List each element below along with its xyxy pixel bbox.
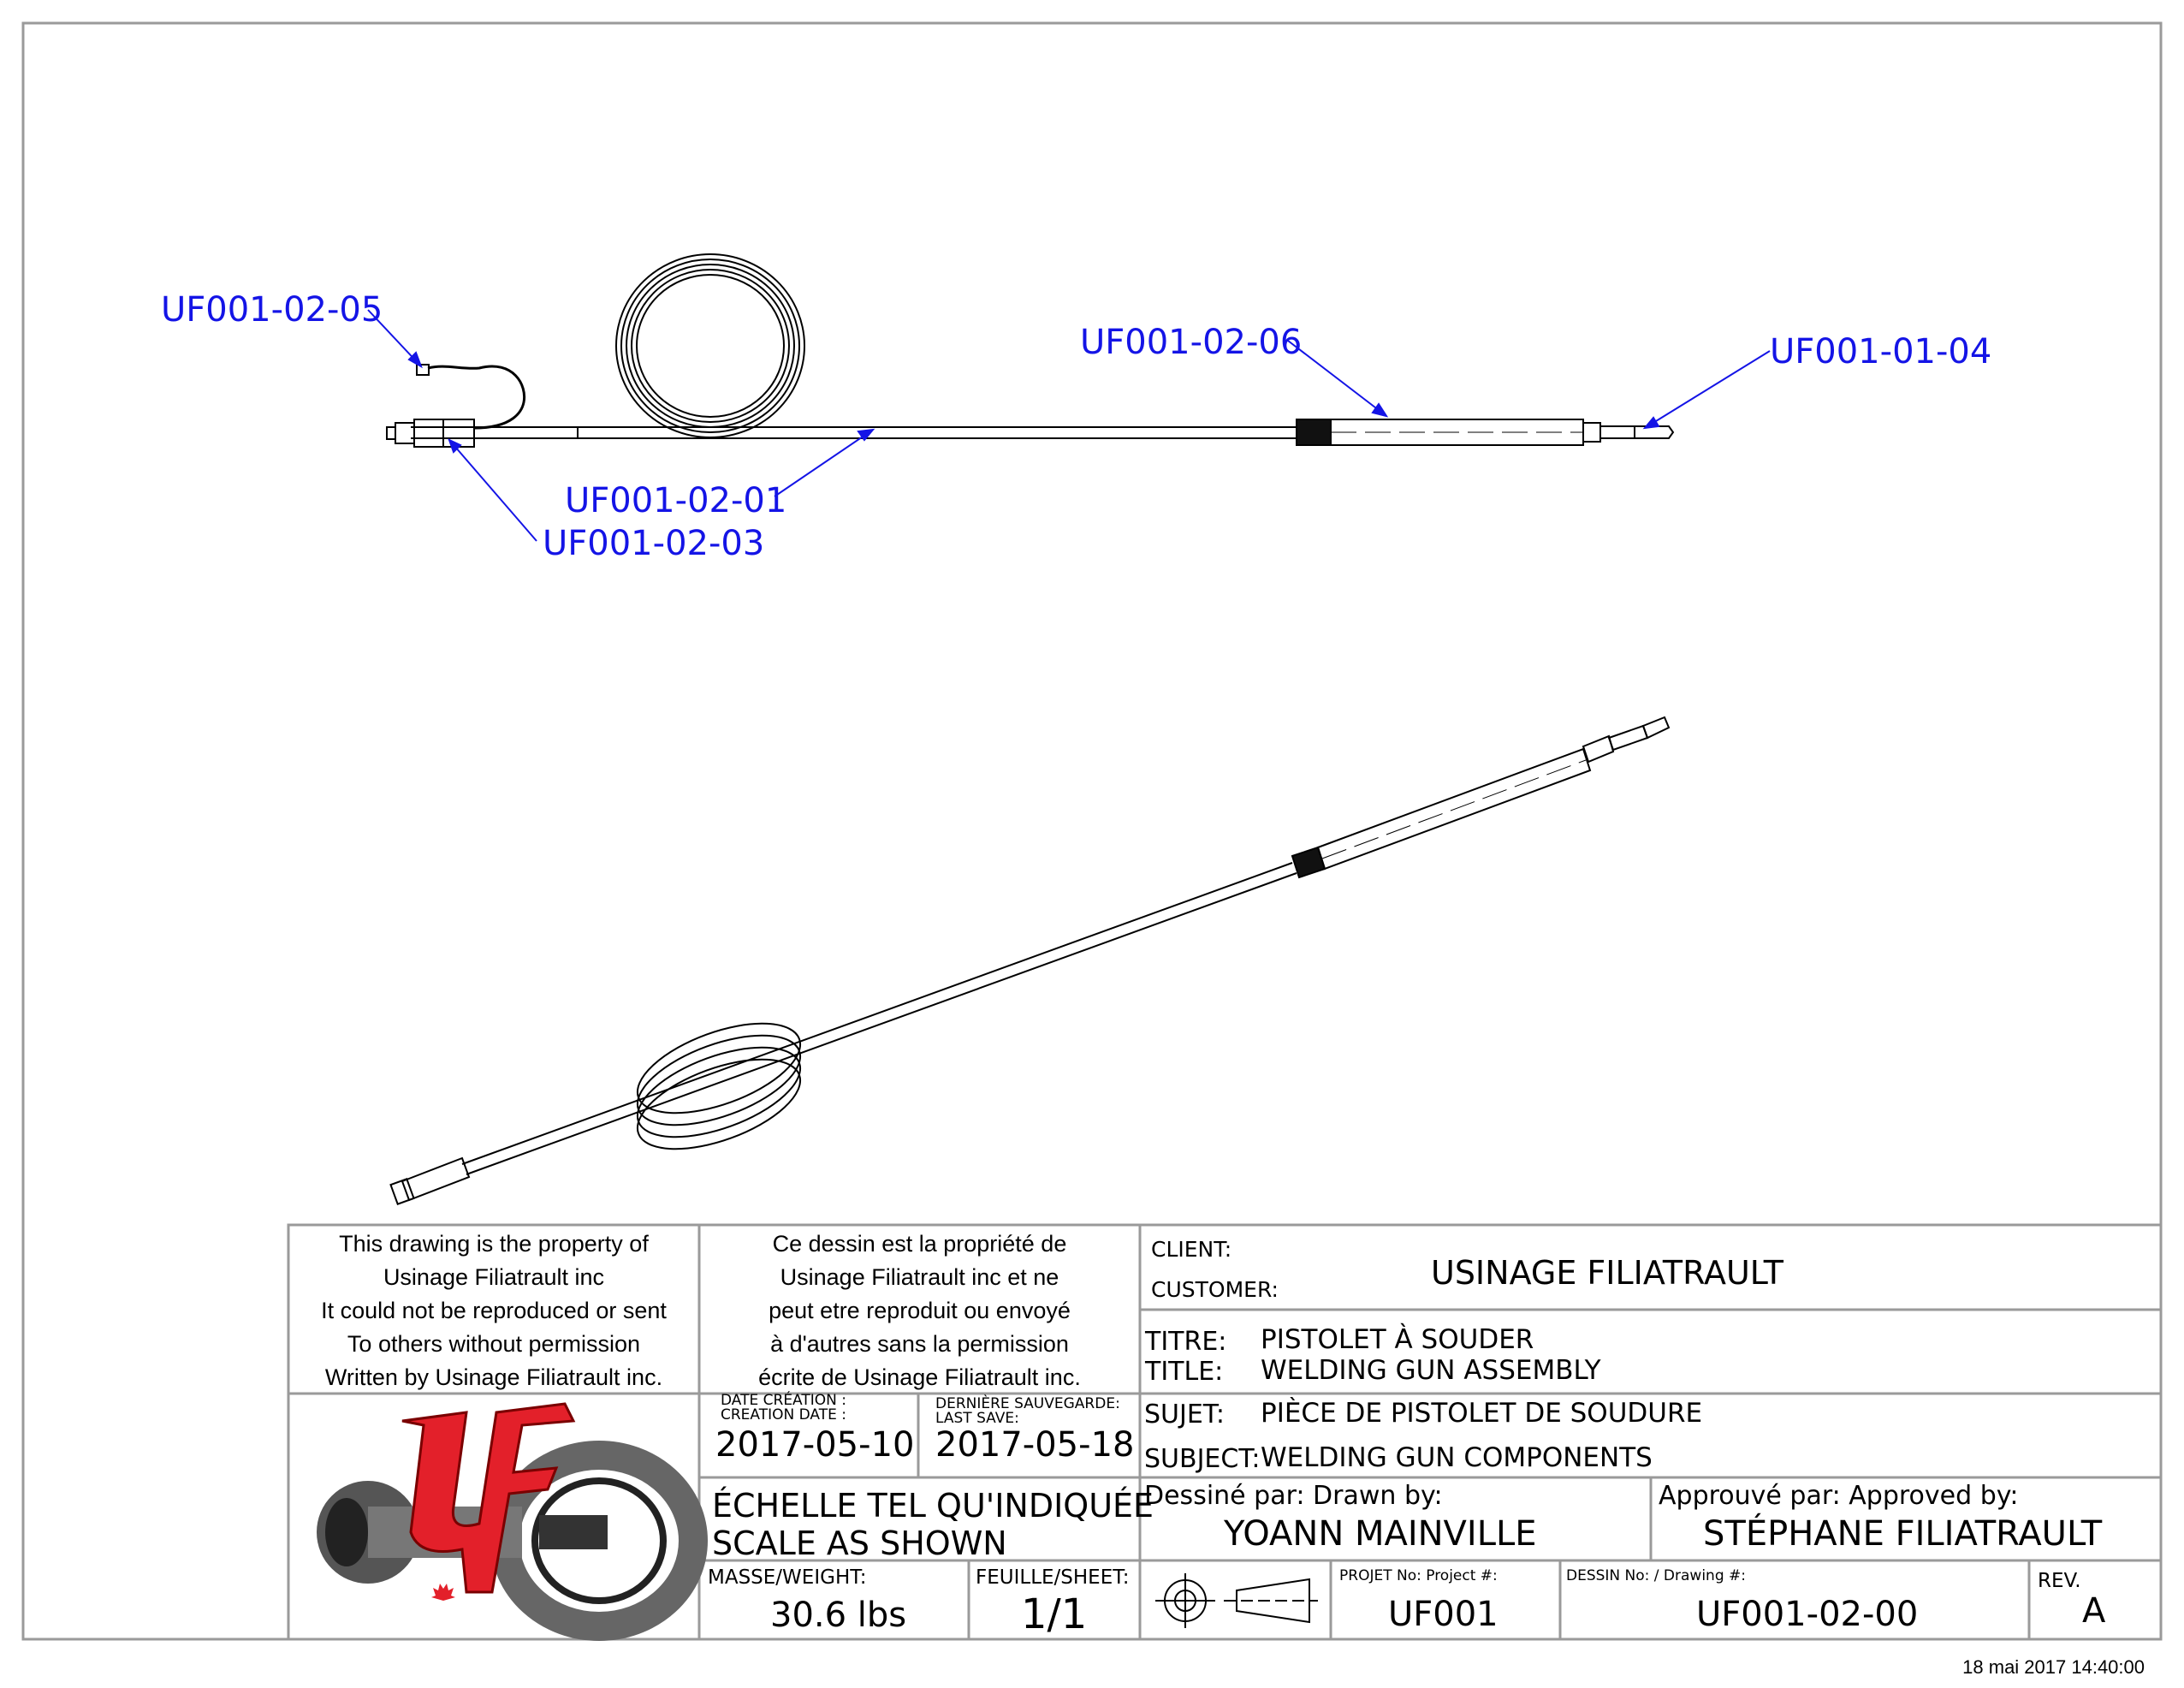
last-save-label-fr: DERNIÈRE SAUVEGARDE: bbox=[935, 1395, 1120, 1412]
notice-en-line: It could not be reproduced or sent bbox=[321, 1298, 667, 1323]
scale-en: SCALE AS SHOWN bbox=[712, 1525, 1007, 1562]
notice-en-line: To others without permission bbox=[347, 1331, 641, 1357]
creation-date: 2017-05-10 bbox=[715, 1425, 915, 1465]
projection-symbol bbox=[1155, 1573, 1318, 1628]
client-value: USINAGE FILIATRAULT bbox=[1431, 1254, 1783, 1292]
notice-en-line: This drawing is the property of bbox=[339, 1231, 649, 1257]
notice-fr-line: à d'autres sans la permission bbox=[770, 1331, 1069, 1357]
notice-en-line: Usinage Filiatrault inc bbox=[383, 1264, 605, 1290]
notice-french bbox=[699, 1227, 1140, 1394]
notice-fr-line: Ce dessin est la propriété de bbox=[772, 1231, 1067, 1257]
rev-label: REV. bbox=[2038, 1570, 2081, 1592]
scale-fr: ÉCHELLE TEL QU'INDIQUÉE bbox=[712, 1487, 1154, 1525]
creation-label-fr: DATE CRÉATION : bbox=[721, 1392, 846, 1409]
mass-label: MASSE/WEIGHT: bbox=[708, 1566, 867, 1589]
title-label-en: TITLE: bbox=[1145, 1357, 1224, 1387]
notice-fr-line: Usinage Filiatrault inc et ne bbox=[780, 1264, 1059, 1290]
subject-label-en: SUBJECT: bbox=[1144, 1444, 1261, 1474]
company-logo bbox=[317, 1404, 693, 1626]
mass-value: 30.6 lbs bbox=[770, 1596, 907, 1635]
title-value-en: WELDING GUN ASSEMBLY bbox=[1261, 1355, 1601, 1386]
sheet-label: FEUILLE/SHEET: bbox=[976, 1566, 1130, 1589]
drawn-by-value: YOANN MAINVILLE bbox=[1224, 1514, 1537, 1554]
sheet-value: 1/1 bbox=[1021, 1590, 1088, 1638]
notice-fr-line: peut etre reproduit ou envoyé bbox=[769, 1298, 1071, 1323]
title-value-fr: PISTOLET À SOUDER bbox=[1261, 1324, 1534, 1355]
callout-uf001-02-06: UF001-02-06 bbox=[1080, 323, 1303, 362]
isometric-view bbox=[390, 717, 1669, 1204]
notice-fr-line: écrite de Usinage Filiatrault inc. bbox=[758, 1364, 1081, 1390]
last-save-date: 2017-05-18 bbox=[935, 1425, 1135, 1465]
callout-uf001-02-03: UF001-02-03 bbox=[543, 524, 765, 563]
subject-label-fr: SUJET: bbox=[1144, 1400, 1225, 1429]
notice-english bbox=[288, 1227, 699, 1394]
client-label-fr: CLIENT: bbox=[1151, 1237, 1232, 1262]
rev-value: A bbox=[2082, 1591, 2106, 1631]
drawing-number: UF001-02-00 bbox=[1696, 1595, 1919, 1634]
client-label-en: CUSTOMER: bbox=[1151, 1277, 1279, 1302]
project-label: PROJET No: Project #: bbox=[1339, 1567, 1498, 1584]
last-save-label-en: LAST SAVE: bbox=[935, 1410, 1019, 1427]
drawn-by-label: Dessiné par: Drawn by: bbox=[1144, 1481, 1443, 1511]
subject-value-en: WELDING GUN COMPONENTS bbox=[1261, 1442, 1653, 1473]
approved-by-value: STÉPHANE FILIATRAULT bbox=[1703, 1514, 2103, 1554]
creation-label-en: CREATION DATE : bbox=[721, 1406, 846, 1424]
callout-uf001-01-04: UF001-01-04 bbox=[1770, 332, 1992, 371]
subject-value-fr: PIÈCE DE PISTOLET DE SOUDURE bbox=[1261, 1398, 1703, 1429]
front-view bbox=[387, 254, 1673, 447]
title-label-fr: TITRE: bbox=[1145, 1327, 1227, 1357]
callout-uf001-02-01: UF001-02-01 bbox=[565, 481, 787, 520]
approved-by-label: Approuvé par: Approved by: bbox=[1659, 1481, 2019, 1511]
print-timestamp: 18 mai 2017 14:40:00 bbox=[1962, 1656, 2145, 1678]
project-value: UF001 bbox=[1388, 1595, 1499, 1634]
drawing-label: DESSIN No: / Drawing #: bbox=[1566, 1567, 1746, 1584]
callout-uf001-02-05: UF001-02-05 bbox=[161, 290, 383, 330]
notice-en-line: Written by Usinage Filiatrault inc. bbox=[324, 1364, 663, 1390]
